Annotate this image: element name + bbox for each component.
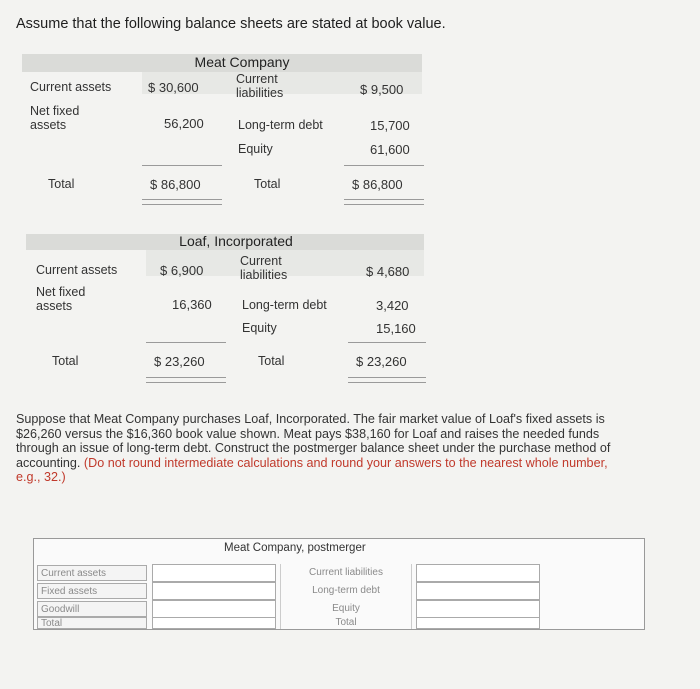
postmerger-answer-table [33, 538, 645, 630]
loaf-current-assets-label: Current assets [36, 263, 118, 277]
loaf-long-term-debt-value: 3,420 [376, 298, 409, 313]
long-term-debt-input[interactable] [416, 582, 540, 600]
answer-fixed-assets-label: Fixed assets [37, 583, 147, 599]
intro-text: Assume that the following balance sheets are stated at book value. [16, 16, 446, 32]
meat-title: Meat Company [194, 54, 290, 70]
meat-long-term-debt-label: Long-term debt [238, 118, 323, 132]
loaf-equity-label: Equity [242, 321, 277, 335]
loaf-current-assets-value: $ 6,900 [160, 263, 204, 278]
loaf-net-fixed-assets-label: Net fixed assets [36, 285, 86, 313]
answer-total-assets-label: Total [37, 617, 147, 629]
meat-current-liabilities-value: $ 9,500 [360, 82, 404, 97]
meat-current-liabilities-label: Current liabilities [236, 72, 284, 100]
answer-total-liabilities-label: Total [280, 616, 412, 629]
meat-total-assets: $ 86,800 [150, 177, 201, 192]
answer-current-liabilities-label: Current liabilities [280, 564, 412, 582]
meat-current-assets-value: $ 30,600 [148, 80, 199, 95]
answer-equity-label: Equity [280, 600, 412, 618]
current-assets-input[interactable] [152, 564, 276, 582]
meat-net-fixed-assets-value: 56,200 [164, 116, 204, 131]
fixed-assets-input[interactable] [152, 582, 276, 600]
meat-long-term-debt-value: 15,700 [370, 118, 410, 133]
meat-equity-value: 61,600 [370, 142, 410, 157]
meat-total-label: Total [48, 177, 75, 191]
meat-current-assets-label: Current assets [30, 80, 112, 94]
loaf-current-liabilities-label: Current liabilities [240, 254, 288, 282]
meat-total-liabilities-equity: $ 86,800 [352, 177, 403, 192]
loaf-total-label: Total [52, 354, 79, 368]
question-paragraph [16, 412, 622, 485]
meat-total-right-label: Total [254, 177, 281, 191]
answer-goodwill-label: Goodwill [37, 601, 147, 617]
loaf-current-liabilities-value: $ 4,680 [366, 264, 410, 279]
question-text: Suppose that Meat Company purchases Loaf, Incorporated. The fair market value of Loaf's fixed assets is $26,260 versus the $16,360 book value shown. Meat pays $38,160 for Loaf and raises the needed funds through an issue of long-term debt. Construct the postmerger balance sheet under the purchase method of accounting. [16, 412, 611, 470]
loaf-net-fixed-assets-value: 16,360 [172, 297, 212, 312]
loaf-equity-value: 15,160 [376, 321, 416, 336]
rounding-instruction: (Do not round intermediate calculations and round your answers to the nearest whole number, e.g., 32.) [16, 455, 608, 485]
answer-current-assets-label: Current assets [37, 565, 147, 581]
loaf-long-term-debt-label: Long-term debt [242, 298, 327, 312]
total-assets-input[interactable] [152, 617, 276, 629]
meat-equity-label: Equity [238, 142, 273, 156]
loaf-title: Loaf, Incorporated [179, 233, 293, 249]
goodwill-input[interactable] [152, 600, 276, 618]
total-liabilities-equity-input[interactable] [416, 617, 540, 629]
answer-long-term-debt-label: Long-term debt [280, 582, 412, 600]
loaf-total-right-label: Total [258, 354, 285, 368]
loaf-total-assets: $ 23,260 [154, 354, 205, 369]
current-liabilities-input[interactable] [416, 564, 540, 582]
meat-net-fixed-assets-label: Net fixed assets [30, 104, 80, 132]
answer-table-title: Meat Company, postmerger [224, 542, 366, 554]
loaf-total-liabilities-equity: $ 23,260 [356, 354, 407, 369]
equity-input[interactable] [416, 600, 540, 618]
